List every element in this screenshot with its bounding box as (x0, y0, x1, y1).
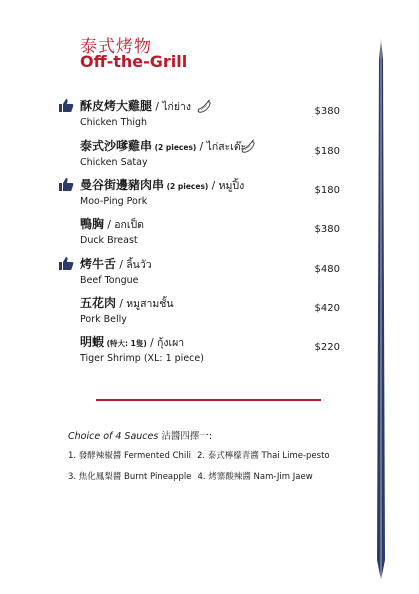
sauce-row (68, 449, 336, 461)
item-name: 五花肉 (80, 296, 117, 310)
item-name-english: Beef Tongue (80, 275, 139, 286)
menu-item (80, 97, 340, 131)
item-price: $180 (314, 185, 340, 196)
item-name-english: Moo-Ping Pork (80, 196, 148, 207)
item-price: $180 (314, 146, 340, 157)
item-name: 烤牛舌 (80, 257, 117, 271)
menu-item (80, 215, 340, 249)
item-name: 曼谷街邊豬肉串 (80, 178, 165, 192)
item-name: 酥皮烤大雞腿 (80, 99, 153, 113)
sauce-option: 3. 焦化鳳梨醬 Burnt Pineapple (68, 472, 192, 482)
item-name: 鴨胸 (80, 217, 105, 231)
item-separator: / (116, 298, 127, 310)
item-note: (2 pieces) (152, 143, 197, 152)
menu-item (80, 333, 340, 367)
thumbs-up-icon (58, 98, 74, 113)
sauce-title-chinese: 沾醬四擇一: (158, 431, 213, 442)
item-separator: / (208, 180, 219, 192)
item-separator: / (104, 219, 115, 231)
menu-item (80, 255, 340, 289)
item-note: (2 pieces) (164, 182, 209, 191)
sauce-title (68, 428, 212, 442)
item-price: $380 (314, 106, 340, 117)
item-price: $480 (314, 264, 340, 275)
item-name-english: Chicken Thigh (80, 117, 148, 128)
item-name-english: Tiger Shrimp (XL: 1 piece) (80, 353, 204, 364)
section-title-english: Off-the-Grill (80, 52, 188, 71)
item-name-english: Duck Breast (80, 235, 138, 246)
thumbs-up-icon (58, 177, 74, 192)
sauce-row (68, 470, 319, 482)
item-name-thai: ไก่สะเต๊ะ (206, 141, 247, 153)
item-price: $220 (314, 342, 340, 353)
item-name-thai: หมูปิ้ง (218, 180, 245, 192)
item-separator: / (196, 141, 207, 153)
item-separator: / (116, 259, 127, 271)
item-price: $380 (314, 224, 340, 235)
item-name-english: Chicken Satay (80, 157, 148, 168)
item-name: 泰式沙嗲雞串 (80, 139, 153, 153)
sauce-title-english: Choice of 4 Sauces (68, 431, 159, 442)
section-title-chinese: 泰式烤物 (80, 37, 152, 57)
sauce-option: 4. 烤寨酸辣醬 Nam-Jim Jaew (197, 472, 313, 482)
sauce-option: 2. 泰式檸檬青醬 Thai Lime-pesto (196, 451, 330, 461)
chili-pepper-icon (240, 139, 257, 154)
item-separator: / (152, 101, 163, 113)
menu-item (80, 137, 340, 171)
item-name-thai: ไก่ย่าง (162, 101, 192, 113)
menu-item (80, 294, 340, 328)
item-separator: / (146, 337, 158, 349)
thumbs-up-icon (58, 256, 74, 271)
section-divider (96, 399, 321, 401)
item-name-english: Pork Belly (80, 314, 127, 325)
item-name-thai: กุ้งเผา (157, 337, 185, 349)
item-price: $420 (314, 303, 340, 314)
item-name-thai: อกเป็ด (114, 219, 144, 231)
item-name: 明蝦 (80, 335, 105, 349)
menu-item (80, 176, 340, 210)
chili-pepper-icon (196, 99, 213, 114)
item-note: (特大: 1隻) (104, 339, 147, 348)
item-name-thai: หมูสามชั้น (126, 298, 174, 310)
sauce-option: 1. 發酵辣椒醬 Fermented Chili (68, 451, 191, 461)
item-name-thai: ลิ้นวัว (126, 259, 152, 271)
